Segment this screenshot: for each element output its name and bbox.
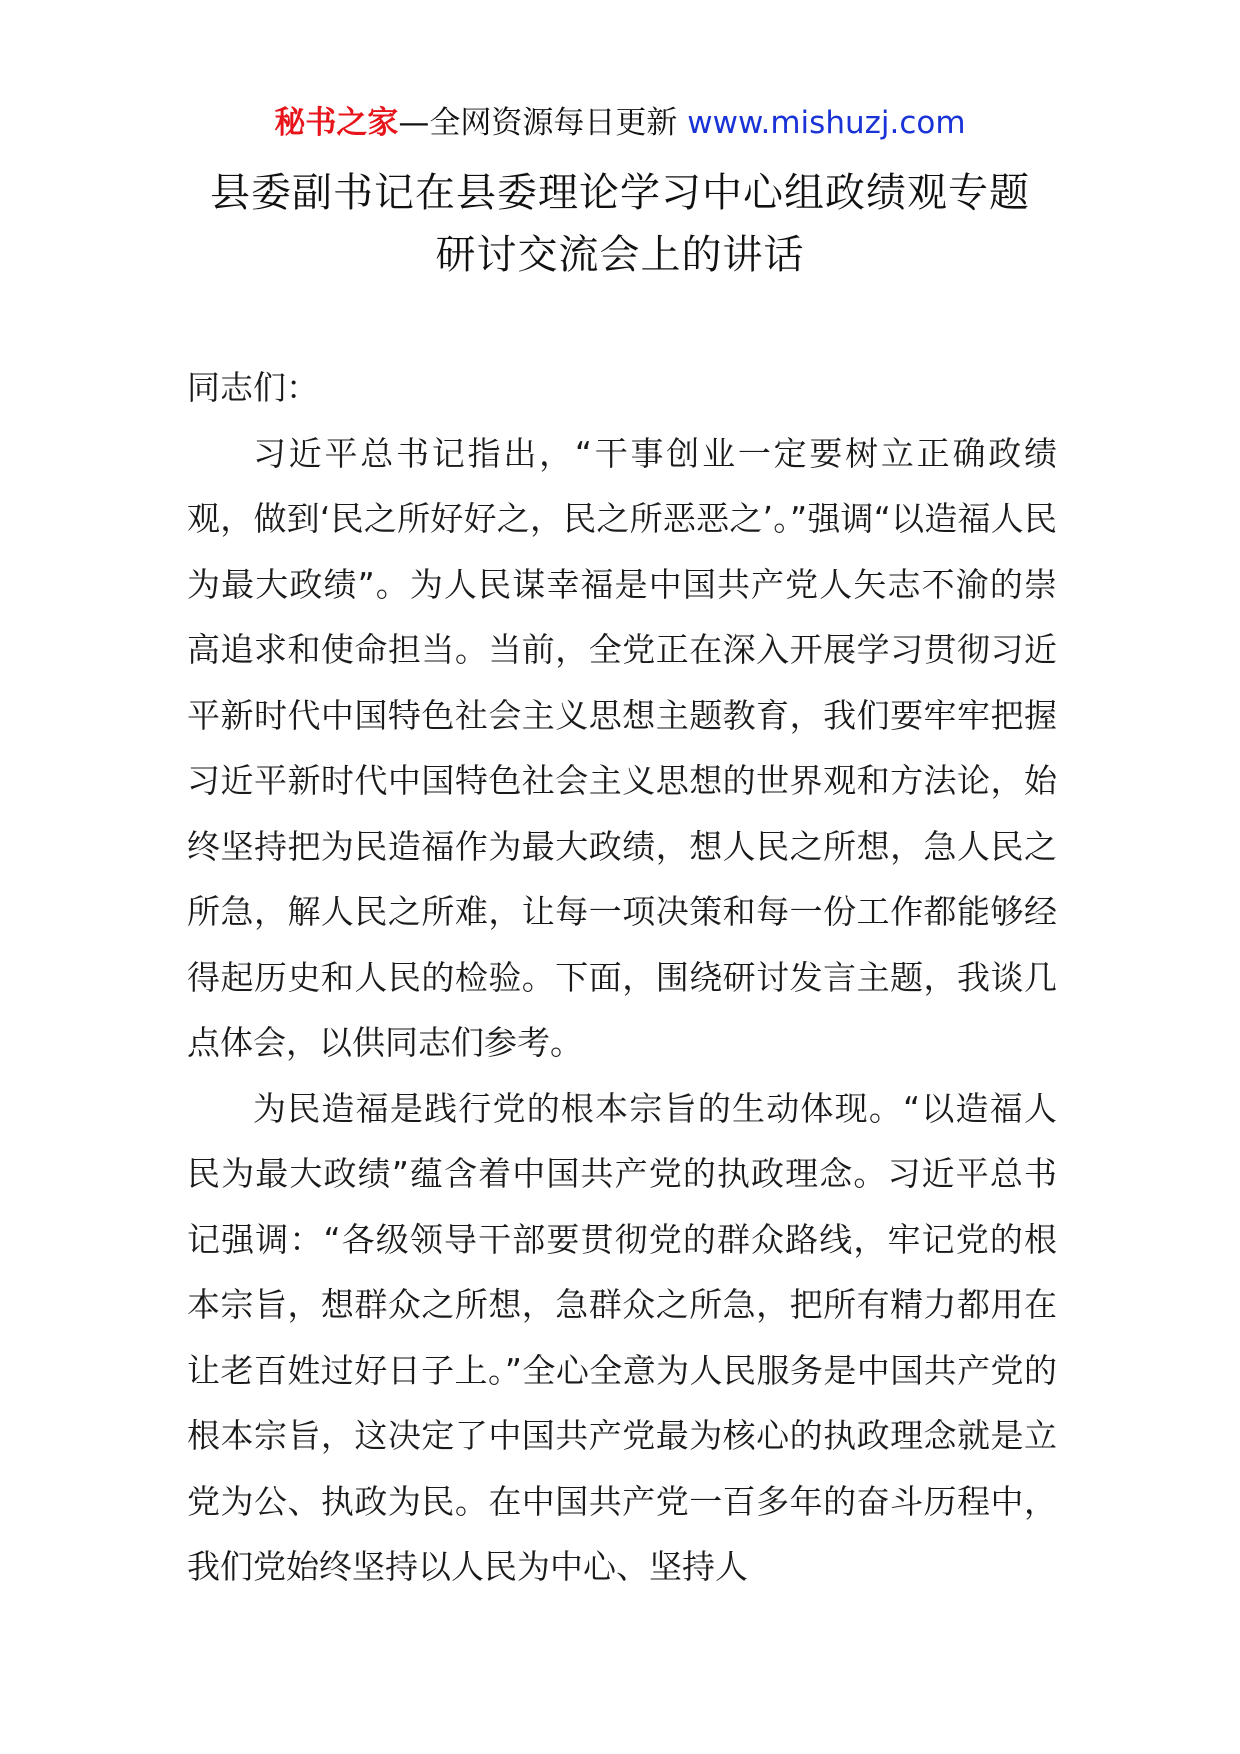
title-line-1: 县委副书记在县委理论学习中心组政绩观专题 xyxy=(210,170,1030,216)
salutation: 同志们： xyxy=(187,368,319,407)
site-header xyxy=(0,100,1240,146)
paragraph-1: 习近平总书记指出，“干事创业一定要树立正确政绩观，做到‘民之所好好之，民之所恶恶之’。”强调“以造福人民为最大政绩”。为人民谋幸福是中国共产党人矢志不渝的崇高追求和使命担当。当前，全党正在深入开展学习贯彻习近平新时代中国特色社会主义思想主题教育，我们要牢牢把握习近平新时代中国特色社会主义思想的世界观和方法论，始终坚持把为民造福作为最大政绩，想人民之所想，急人民之所急，解人民之所难，让每一项决策和每一份工作都能够经得起历史和人民的检验。下面，围绕研讨发言主题，我谈几点体会，以供同志们参考。 xyxy=(187,433,1058,1062)
title-line-2: 研讨交流会上的讲话 xyxy=(435,232,805,278)
document-title xyxy=(150,162,1090,286)
site-url-link[interactable]: www.mishuzj.com xyxy=(687,105,966,141)
document-body xyxy=(187,355,1057,1600)
header-tagline: —全网资源每日更新 xyxy=(398,105,688,141)
brand-name: 秘书之家 xyxy=(274,105,399,141)
paragraph-2: 为民造福是践行党的根本宗旨的生动体现。“以造福人民为最大政绩”蕴含着中国共产党的执政理念。习近平总书记强调：“各级领导干部要贯彻党的群众路线，牢记党的根本宗旨，想群众之所想，急群众之所急，把所有精力都用在让老百姓过好日子上。”全心全意为人民服务是中国共产党的根本宗旨，这决定了中国共产党最为核心的执政理念就是立党为公、执政为民。在中国共产党一百多年的奋斗历程中，我们党始终坚持以人民为中心、坚持人 xyxy=(187,1088,1057,1586)
